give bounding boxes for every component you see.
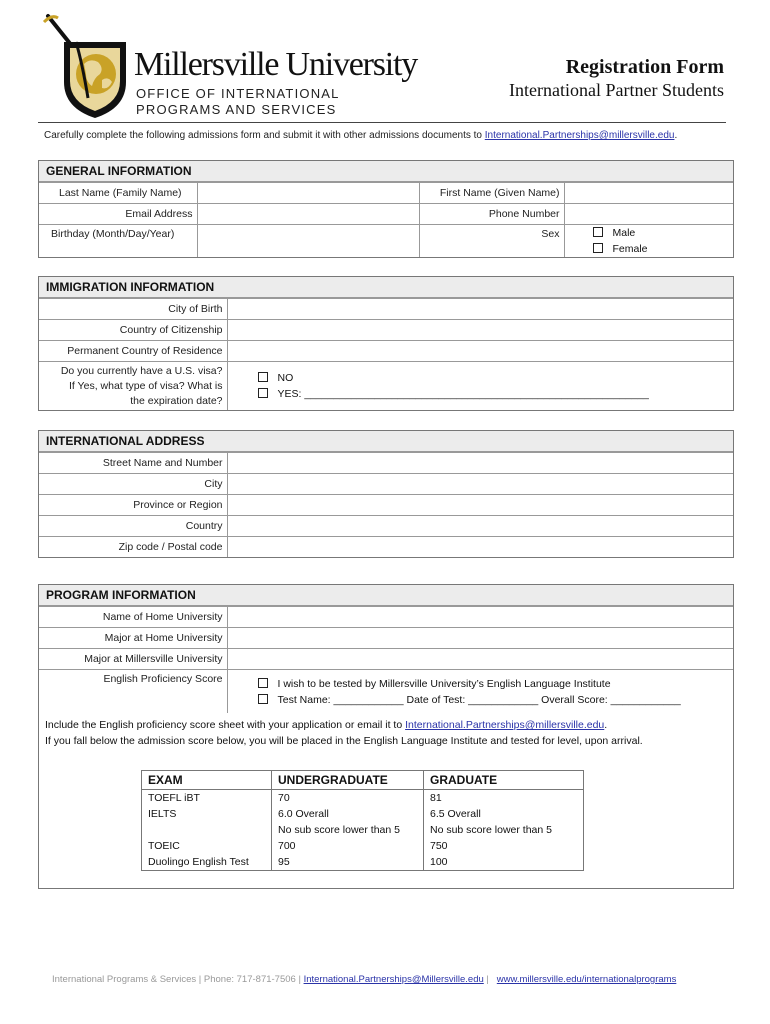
english-option-score[interactable]	[258, 692, 730, 708]
page-footer	[52, 974, 676, 985]
general-information-section	[38, 160, 734, 258]
country-field[interactable]	[227, 516, 733, 537]
intro-body: Carefully complete the following admissions form and submit it with other admissions documents to	[44, 130, 482, 141]
major-mu-field[interactable]	[227, 649, 733, 670]
undergraduate-cell: 700	[272, 838, 424, 854]
last-name-field[interactable]	[197, 183, 419, 204]
undergraduate-col-header: UNDERGRADUATE	[272, 771, 424, 790]
city-field[interactable]	[227, 474, 733, 495]
zip-field[interactable]	[227, 537, 733, 558]
program-information-heading: PROGRAM INFORMATION	[39, 585, 733, 606]
english-score-checkbox[interactable]	[258, 694, 268, 704]
english-note-text: Include the English proficiency score sheet with your application or email it to	[45, 719, 403, 731]
male-checkbox[interactable]	[593, 227, 603, 237]
english-note-email-link[interactable]: International.Partnerships@millersville.edu	[405, 719, 605, 731]
visa-question-line-2: If Yes, what type of visa? What is	[69, 379, 223, 392]
intro-email-link[interactable]: International.Partnerships@millersville.edu	[484, 130, 675, 141]
visa-question-label	[39, 362, 227, 411]
immigration-information-section	[38, 276, 734, 411]
phone-label: Phone Number	[419, 204, 564, 225]
exam-score-table	[141, 770, 584, 871]
english-note	[39, 717, 733, 749]
province-field[interactable]	[227, 495, 733, 516]
graduate-cell: 81	[424, 790, 584, 807]
program-information-table	[39, 606, 733, 713]
office-name	[136, 86, 340, 118]
undergraduate-cell: No sub score lower than 5	[272, 822, 424, 838]
table-row	[142, 806, 584, 822]
university-name: Millersville University	[134, 46, 418, 83]
english-note-line-2: If you fall below the admission score below, you will be placed in the English Language Institute and tested for level, upon arrival.	[45, 735, 643, 747]
first-name-field[interactable]	[564, 183, 733, 204]
major-mu-label: Major at Millersville University	[39, 649, 227, 670]
sex-option-female[interactable]	[593, 241, 730, 257]
visa-no-checkbox[interactable]	[258, 372, 268, 382]
phone-field[interactable]	[564, 204, 733, 225]
male-label: Male	[612, 227, 636, 239]
visa-option-yes[interactable]	[258, 386, 730, 402]
visa-yes-label: YES: ___________________________________________________________	[277, 388, 649, 400]
exam-cell	[142, 822, 272, 838]
female-label: Female	[612, 243, 648, 255]
visa-options	[227, 362, 733, 411]
visa-option-no[interactable]	[258, 370, 730, 386]
sex-option-male[interactable]	[593, 225, 730, 241]
english-test-label: I wish to be tested by Millersville University’s English Language Institute	[277, 678, 611, 690]
birthday-field[interactable]	[197, 225, 419, 258]
english-options	[227, 670, 733, 714]
table-row	[142, 822, 584, 838]
graduate-cell: 6.5 Overall	[424, 806, 584, 822]
exam-col-header: EXAM	[142, 771, 272, 790]
international-address-table	[39, 452, 733, 557]
intro-text	[44, 130, 677, 141]
birthday-label: Birthday (Month/Day/Year)	[39, 225, 197, 258]
intro-end: .	[674, 130, 678, 141]
table-row	[142, 838, 584, 854]
street-label: Street Name and Number	[39, 453, 227, 474]
last-name-label: Last Name (Family Name)	[39, 183, 197, 204]
exam-cell: TOEFL iBT	[142, 790, 272, 807]
sex-label: Sex	[419, 225, 564, 258]
table-row	[142, 790, 584, 807]
female-checkbox[interactable]	[593, 243, 603, 253]
footer-contact: International Programs & Services | Phone: 717-871-7506 |	[52, 974, 301, 985]
shield-logo-icon	[42, 12, 134, 120]
university-logo	[42, 12, 134, 120]
footer-separator: |	[486, 974, 489, 985]
permanent-country-field[interactable]	[227, 341, 733, 362]
english-note-end: .	[604, 719, 608, 731]
english-score-label: English Proficiency Score	[39, 670, 227, 714]
english-option-test[interactable]	[258, 676, 730, 692]
international-address-section	[38, 430, 734, 558]
exam-cell: IELTS	[142, 806, 272, 822]
immigration-information-table	[39, 298, 733, 410]
undergraduate-cell: 70	[272, 790, 424, 807]
province-label: Province or Region	[39, 495, 227, 516]
english-note-line-1	[45, 717, 727, 733]
permanent-country-label: Permanent Country of Residence	[39, 341, 227, 362]
header-divider	[38, 122, 726, 123]
page-subtitle: International Partner Students	[509, 80, 724, 100]
undergraduate-cell: 6.0 Overall	[272, 806, 424, 822]
street-field[interactable]	[227, 453, 733, 474]
home-university-field[interactable]	[227, 607, 733, 628]
graduate-col-header: GRADUATE	[424, 771, 584, 790]
visa-yes-checkbox[interactable]	[258, 388, 268, 398]
country-of-citizenship-label: Country of Citizenship	[39, 320, 227, 341]
city-label: City	[39, 474, 227, 495]
exam-table-header	[142, 771, 584, 790]
home-university-label: Name of Home University	[39, 607, 227, 628]
country-label: Country	[39, 516, 227, 537]
city-of-birth-label: City of Birth	[39, 299, 227, 320]
international-address-heading: INTERNATIONAL ADDRESS	[39, 431, 733, 452]
sex-options	[564, 225, 733, 258]
immigration-information-heading: IMMIGRATION INFORMATION	[39, 277, 733, 298]
city-of-birth-field[interactable]	[227, 299, 733, 320]
undergraduate-cell: 95	[272, 854, 424, 871]
office-line-1: OFFICE OF INTERNATIONAL	[136, 86, 340, 101]
footer-email-link[interactable]: International.Partnerships@Millersville.edu	[303, 974, 484, 985]
visa-question-line-1: Do you currently have a U.S. visa?	[60, 364, 223, 377]
page-title: Registration Form	[565, 56, 724, 78]
email-field[interactable]	[197, 204, 419, 225]
graduate-cell: 750	[424, 838, 584, 854]
first-name-label: First Name (Given Name)	[419, 183, 564, 204]
exam-cell: TOEIC	[142, 838, 272, 854]
visa-no-label: NO	[277, 372, 294, 384]
exam-cell: Duolingo English Test	[142, 854, 272, 871]
general-information-heading: GENERAL INFORMATION	[39, 161, 733, 182]
english-score-text: Test Name: ____________ Date of Test: ____________ Overall Score: ____________	[277, 694, 681, 706]
graduate-cell: 100	[424, 854, 584, 871]
email-label: Email Address	[39, 204, 197, 225]
table-row	[142, 854, 584, 871]
general-information-table	[39, 182, 733, 257]
english-test-checkbox[interactable]	[258, 678, 268, 688]
major-home-field[interactable]	[227, 628, 733, 649]
major-home-label: Major at Home University	[39, 628, 227, 649]
country-of-citizenship-field[interactable]	[227, 320, 733, 341]
graduate-cell: No sub score lower than 5	[424, 822, 584, 838]
zip-label: Zip code / Postal code	[39, 537, 227, 558]
visa-question-line-3: the expiration date?	[130, 394, 223, 407]
footer-website-link[interactable]: www.millersville.edu/internationalprograms	[496, 974, 677, 985]
office-line-2: PROGRAMS AND SERVICES	[136, 102, 337, 117]
